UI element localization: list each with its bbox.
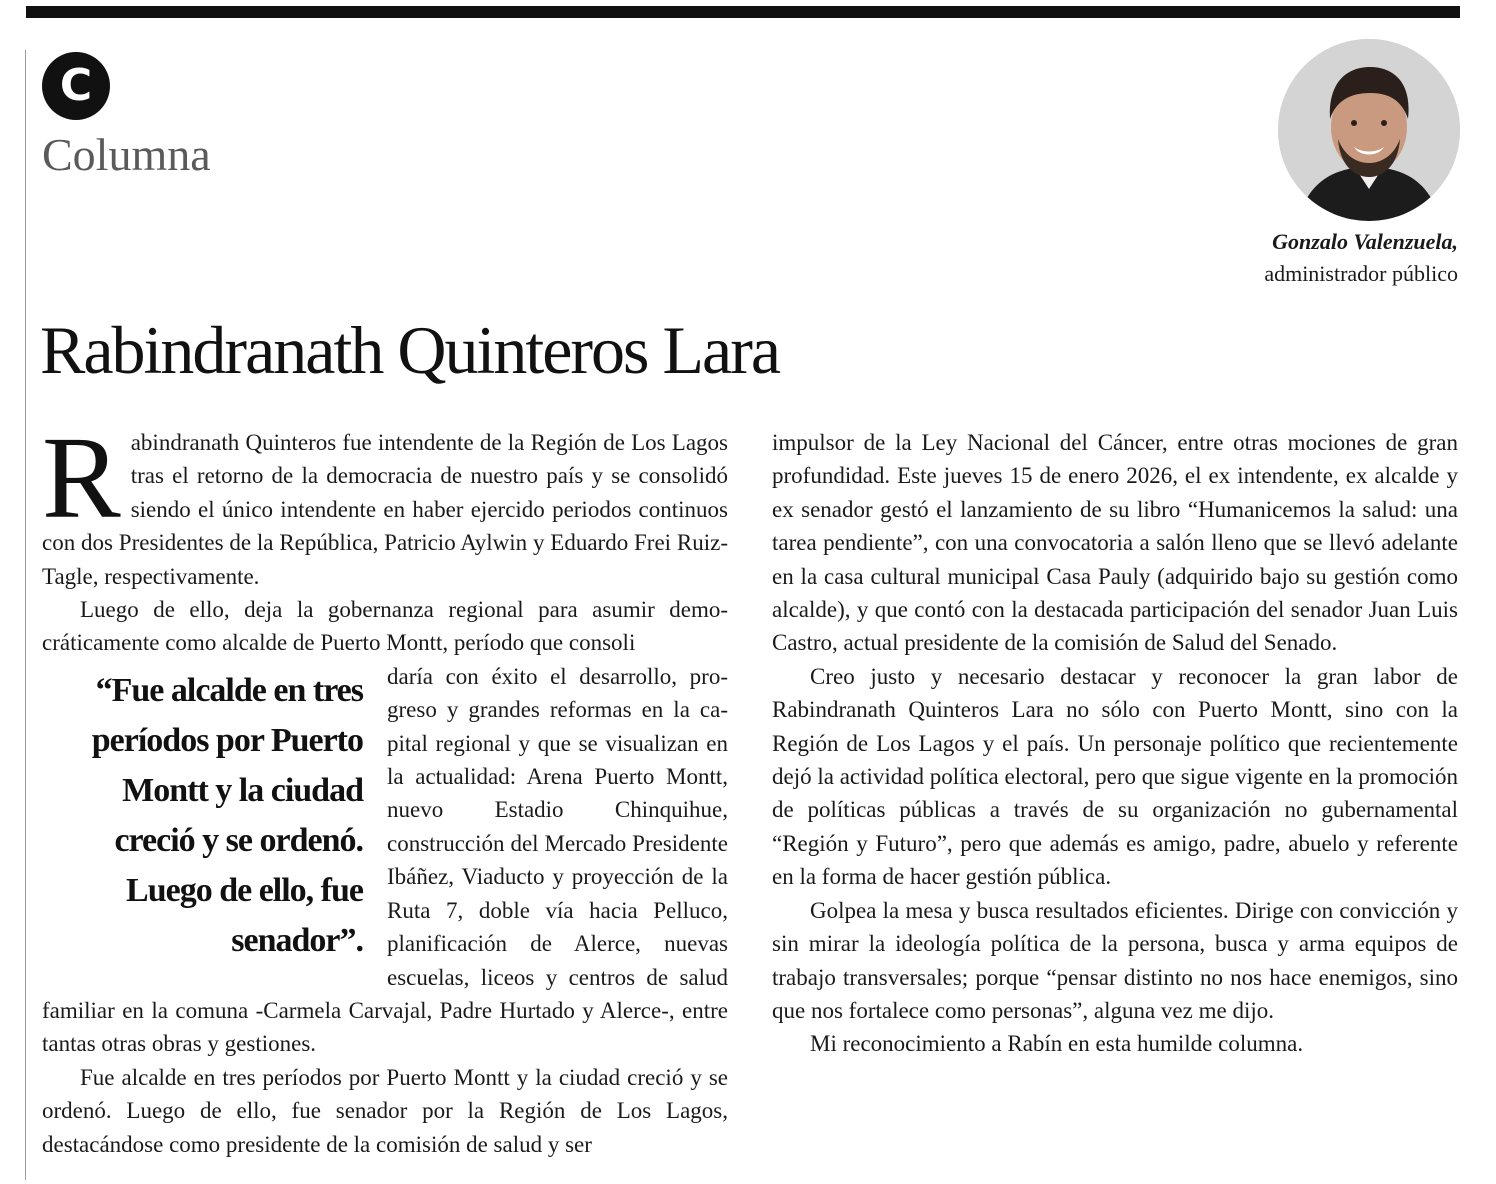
paragraph-text: Luego de ello, deja la gobernanza regional para asumir democráticamente como alcalde de Puerto Montt, período que consoli — [42, 597, 728, 656]
pull-quote: “Fue alcalde en tres períodos por Puerto Montt y la ciudad creció y se ordenó. Luego de ello, fue senador”. — [91, 671, 363, 959]
paragraph-text: abindranath Quinteros fue intendente de la Región de Los Lagos tras el retorno de la democracia de nuestro país y se consolidó siendo el único intendente en haber ejercido periodos continuos con dos Presidentes de la República, Patricio Aylwin y Eduardo Frei Ruiz-Tagle, respectivamente. — [42, 430, 728, 589]
paragraph: impulsor de la Ley Nacional del Cáncer, entre otras mociones de gran profundidad. Este jueves 15 de enero 2026, el ex intendente, ex alcalde y ex senador gestó el lanzamiento de su libro “Humanicemos la salud: una tarea pendiente”, con una convocatoria a salón lleno que se llevó adelante en la casa cultural municipal Casa Pauly (adquirido bajo su gestión como alcalde), y que contó con la destacada participación del senador Juan Luis Castro, actual presidente de la comisión de Salud del Senado. — [772, 430, 1458, 656]
section-badge-icon: C — [42, 52, 110, 120]
author-portrait-image — [1278, 39, 1460, 221]
paragraph: Mi reconocimiento a Rabín en esta humilde columna. — [810, 1031, 1304, 1057]
paragraph — [42, 593, 728, 1061]
paragraph: Golpea la mesa y busca resultados eficientes. Dirige con convicción y sin mirar la ideología política de la persona, busca y arma equipos de trabajo transversales; porque “pensar distinto no nos hace enemigos, sino que nos fortalece como personas”, alguna vez me dijo. — [772, 897, 1458, 1023]
dropcap: R — [42, 412, 121, 543]
column-divider-rule — [25, 50, 26, 1180]
paragraph — [42, 412, 728, 593]
author-role: administrador público — [1264, 261, 1458, 286]
top-rule — [26, 6, 1460, 18]
headline: Rabindranath Quinteros Lara — [40, 312, 780, 388]
section-label: Columna — [42, 129, 211, 180]
paragraph-text: daría con éxito el desarrollo, progreso y grandes reformas en la capital regional y que se visualizan en la actualidad: Arena Puerto Montt, nuevo Estadio Chinquihue, construcción del Mercado Presidente Ibáñez, Viaducto y proyección de la Ruta 7, doble vía hacia Pelluco, planificación de Alerce, nuevas escuelas, liceos y centros de salud familiar en la comuna -Carmela Carvajal, Padre Hurtado y Alerce-, entre tantas otras obras y gestiones. — [42, 663, 728, 1057]
body-column-right — [772, 426, 1458, 1061]
author-photo — [1278, 39, 1460, 221]
author-name: Gonzalo Valenzuela, — [1272, 229, 1458, 254]
paragraph: Fue alcalde en tres períodos por Puerto Montt y la ciudad creció y se ordenó. Luego de ello, fue senador por la Región de Los Lagos, destacándose como presidente de la comisión de salud y ser — [42, 1064, 728, 1157]
body-column-left — [42, 412, 728, 1161]
paragraph: Creo justo y necesario destacar y reconocer la gran labor de Rabindranath Quinteros Lara no sólo con Puerto Montt, sino con la Región de Los Lagos y el país. Un personaje político que recientemente dejó la actividad política electoral, pero que sigue vigente en la promoción de políticas públicas a través de su organización no gubernamental “Región y Futuro”, pero que además es amigo, padre, abuelo y referente en la forma de hacer gestión pública. — [772, 663, 1458, 890]
